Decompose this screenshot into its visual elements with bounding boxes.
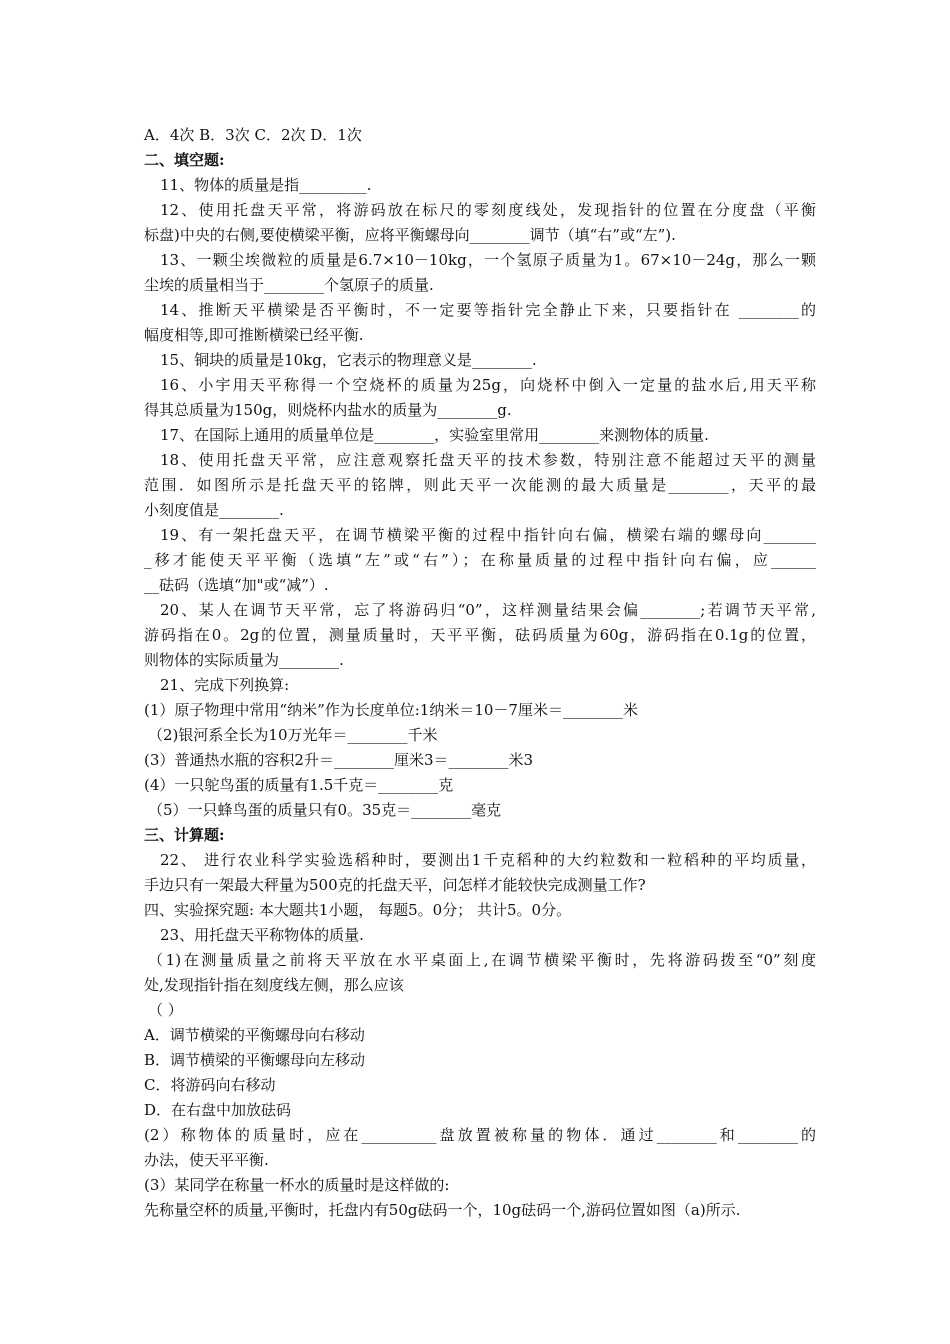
question-20-line-1: 20、某人在调节天平常，忘了将游码归“0”，这样测量结果会偏________;若调节天平常, (160, 601, 816, 619)
question-23: 23、用托盘天平称物体的质量. (160, 926, 364, 944)
option-d: D．在右盘中加放砝码 (144, 1101, 292, 1119)
question-23-part-3-line-2: 先称量空杯的质量,平衡时，托盘内有50g砝码一个，10g砝码一个,游码位置如图（a)所示. (144, 1201, 741, 1219)
question-20-line-3: 则物体的实际质量为________. (144, 651, 344, 669)
question-14-line-2: 幅度相等,即可推断横梁已经平衡. (144, 326, 364, 344)
section-heading-experiment: 四、实验探究题: 本大题共1小题， 每题5。0分； 共计5。0分。 (144, 901, 572, 919)
question-19-line-2: _移才能使天平平衡（选填“左”或“右”）；在称量质量的过程中指针向右偏，应______ (144, 551, 816, 569)
question-19-line-3: __砝码（选填“加"或“减”）. (144, 576, 329, 594)
question-22-line-1: 22、 进行农业科学实验选稻种时，要测出1千克稻种的大约粒数和一粒稻种的平均质量， (160, 851, 816, 869)
question-21-part-1: (1）原子物理中常用“纳米”作为长度单位:1纳米＝10－7厘米＝________米 (144, 701, 638, 719)
question-15: 15、铜块的质量是10kg，它表示的物理意义是________. (160, 351, 537, 369)
question-20-line-2: 游码指在0。2g的位置，测量质量时，天平平衡，砝码质量为60g，游码指在0.1g的位置， (144, 626, 816, 644)
question-23-part-2-line-2: 办法，使天平平衡. (144, 1151, 269, 1169)
question-22-line-2: 手边只有一架最大秤量为500克的托盘天平，问怎样才能较快完成测量工作? (144, 876, 646, 894)
section-heading-fill-in: 二、填空题: (144, 151, 225, 169)
question-14-line-1: 14、推断天平横梁是否平衡时，不一定要等指针完全静止下来，只要指针在 ________的 (160, 301, 816, 319)
option-c: C．将游码向右移动 (144, 1076, 276, 1094)
question-21-part-5: （5）一只蜂鸟蛋的质量只有0。35克＝________毫克 (148, 801, 502, 819)
question-21-part-4: (4）一只鸵鸟蛋的质量有1.5千克＝________克 (144, 776, 454, 794)
question-17: 17、在国际上通用的质量单位是________，实验室里常用________来测物体的质量. (160, 426, 709, 444)
question-11: 11、物体的质量是指_________. (160, 176, 372, 194)
question-23-part-1-line-1: （1)在测量质量之前将天平放在水平桌面上,在调节横梁平衡时，先将游码拨至“0”刻度 (148, 951, 816, 969)
question-12-line-2: 标盘)中央的右侧,要使横梁平衡，应将平衡螺母向________调节（填“右”或“左”). (144, 226, 676, 244)
question-23-part-3-line-1: (3）某同学在称量一杯水的质量时是这样做的: (144, 1176, 450, 1194)
question-16-line-2: 得其总质量为150g，则烧杯内盐水的质量为________g. (144, 401, 512, 419)
option-a: A．调节横梁的平衡螺母向右移动 (144, 1026, 365, 1044)
question-18-line-1: 18、使用托盘天平常，应注意观察托盘天平的技术参数，特别注意不能超过天平的测量 (160, 451, 816, 469)
question-16-line-1: 16、小宇用天平称得一个空烧杯的质量为25g，向烧杯中倒入一定量的盐水后,用天平称 (160, 376, 816, 394)
question-19-line-1: 19、有一架托盘天平，在调节横梁平衡的过程中指针向右偏，横梁右端的螺母向_______ (160, 526, 816, 544)
question-18-line-3: 小刻度值是________. (144, 501, 284, 519)
question-18-line-2: 范围．如图所示是托盘天平的铭牌，则此天平一次能测的最大质量是________，天平的最 (144, 476, 816, 494)
answer-bracket: （ ） (148, 1001, 183, 1019)
question-21-part-3: (3）普通热水瓶的容积2升＝________厘米3＝________米3 (144, 751, 534, 769)
section-heading-calculation: 三、计算题: (144, 826, 225, 844)
question-23-part-2-line-1: (2）称物体的质量时，应在__________盘放置被称量的物体．通过________和________的 (144, 1126, 816, 1144)
question-21: 21、完成下列换算: (160, 676, 290, 694)
choice-options-line: A．4次 B．3次 C．2次 D．1次 (144, 126, 362, 144)
question-13-line-1: 13、一颗尘埃微粒的质量是6.7×10－10kg，一个氢原子质量为1。67×10－24g，那么一颗 (160, 251, 816, 269)
question-13-line-2: 尘埃的质量相当于________个氢原子的质量. (144, 276, 434, 294)
document-body (144, 123, 816, 1223)
question-21-part-2: （2)银河系全长为10万光年＝________千米 (148, 726, 438, 744)
question-12-line-1: 12、使用托盘天平常，将游码放在标尺的零刻度线处，发现指针的位置在分度盘（平衡 (160, 201, 816, 219)
option-b: B．调节横梁的平衡螺母向左移动 (144, 1051, 366, 1069)
question-23-part-1-line-2: 处,发现指针指在刻度线左侧，那么应该 (144, 976, 404, 994)
